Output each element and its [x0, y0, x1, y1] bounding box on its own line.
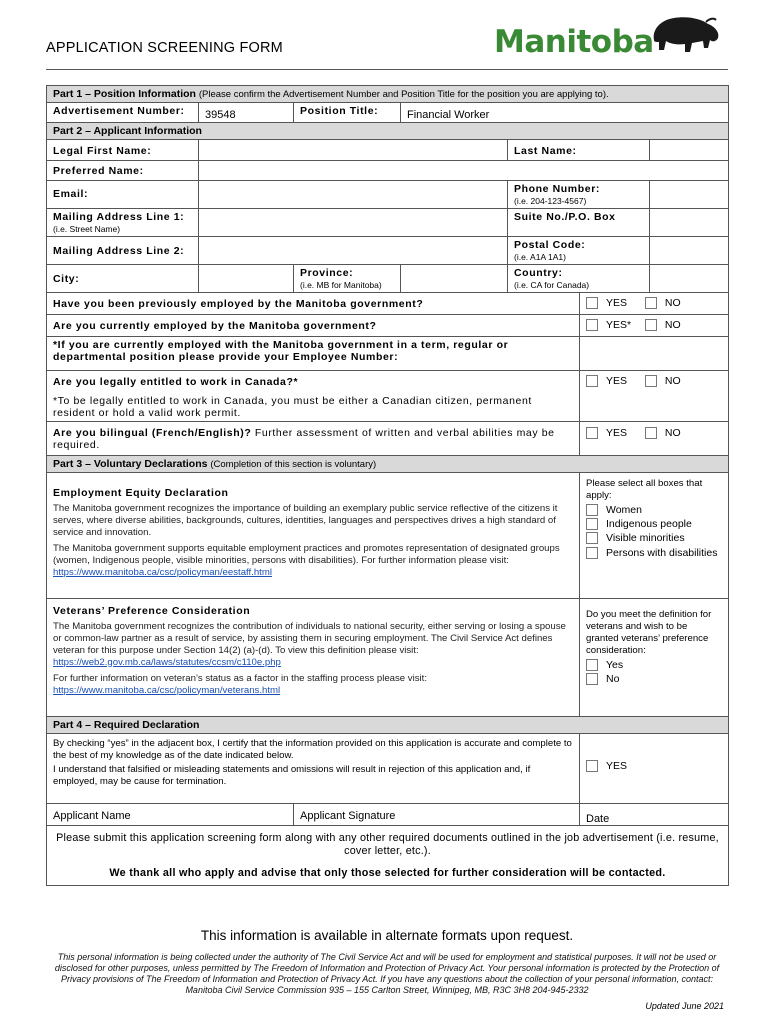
mailing1-hint: (i.e. Street Name)	[53, 224, 121, 234]
form-title: APPLICATION SCREENING FORM	[46, 40, 283, 56]
province-hint: (i.e. MB for Manitoba)	[300, 280, 382, 290]
curr-employed-no-label: NO	[664, 319, 681, 331]
part1-note: (Please confirm the Advertisement Number and Position Title for the position you are applying to).	[198, 89, 609, 100]
vet-paragraph-2: For further information on veteran’s status as a factor in the staffing process please visit:	[53, 672, 427, 684]
curr-employed-yes-checkbox[interactable]	[586, 319, 598, 331]
submit-note: Please submit this application screening form along with any other required documents outlined in the job advertisement (i.e. resume, cover letter, etc.).	[56, 831, 719, 857]
city-field[interactable]	[199, 265, 294, 293]
updated-date: Updated June 2021	[645, 1001, 724, 1011]
mailing2-field[interactable]	[199, 237, 508, 265]
curr-employed-yes-label: YES*	[606, 319, 632, 331]
preferred-name-label: Preferred Name:	[47, 161, 199, 181]
ee-title: Employment Equity Declaration	[53, 486, 229, 499]
declaration-paragraph-2: I understand that falsified or misleading statements and omissions will result in rejection of this application and, if employed, may be cause for termination.	[53, 763, 531, 787]
legally-entitled-no-label: NO	[664, 375, 681, 387]
country-hint: (i.e. CA for Canada)	[514, 280, 590, 290]
employee-number-field[interactable]	[580, 337, 729, 371]
declaration-paragraph-1: By checking “yes” in the adjacent box, I certify that the information provided on this application is accurate and complete to the best of my knowledge as of the date indicated below.	[53, 737, 572, 761]
phone-label: Phone Number:	[514, 183, 600, 195]
mailing1-label: Mailing Address Line 1:	[53, 211, 185, 223]
ee-disabilities-label: Persons with disabilities	[606, 547, 718, 560]
submit-section	[47, 825, 729, 885]
declaration-option-cell	[580, 733, 729, 803]
last-name-label: Last Name:	[508, 140, 650, 161]
thanks-note: We thank all who apply and advise that only those selected for further consideration will be contacted.	[109, 866, 666, 879]
vet-yes-checkbox[interactable]	[586, 659, 598, 671]
mailing1-label-cell	[47, 209, 199, 237]
title-rule	[46, 69, 728, 70]
manitoba-logo	[494, 14, 724, 60]
last-name-field[interactable]	[650, 140, 729, 161]
ee-indigenous-checkbox[interactable]	[586, 518, 598, 530]
position-title-field[interactable]	[401, 103, 729, 123]
bilingual-question	[47, 421, 580, 455]
privacy-statement: This personal information is being collected under the authority of The Civil Service Act and will be used for employment and statistical purposes. It will not be used or disclosed for other purposes, unless permitted by The Freedom of Information and Protection of Privacy Act. Your personal information is protected by the Protection of Privacy provisions of The Freedom of Information and Protection of Privacy Act. If you have any questions about the collection of your personal information, contact: Manitoba Civil Service Commission 935 – 155 Carlton Street, Winnipeg, MB, R3C 3H8 204-945-2332	[54, 952, 720, 995]
vet-option-no[interactable]	[586, 673, 722, 685]
applicant-name-field[interactable]	[47, 803, 294, 825]
ee-visible-minorities-label: Visible minorities	[606, 531, 685, 544]
ee-paragraph-1: The Manitoba government recognizes the importance of building an exemplary public service reflective of the citizens it serves, where diverse abilities, backgrounds, cultures, identities, languages and perspectives drives a high standard of service and innovation.	[53, 502, 558, 538]
vet-link-2[interactable]: https://www.manitoba.ca/csc/policyman/veterans.html	[53, 684, 281, 696]
ee-option-women[interactable]	[586, 504, 722, 516]
prev-employed-yes-label: YES	[606, 297, 628, 309]
ad-number-field[interactable]	[199, 103, 294, 123]
bilingual-options	[580, 421, 729, 455]
ee-visible-minorities-checkbox[interactable]	[586, 532, 598, 544]
part3-header	[47, 455, 729, 472]
city-label: City:	[47, 265, 199, 293]
country-field[interactable]	[650, 265, 729, 293]
postal-hint: (i.e. A1A 1A1)	[514, 252, 566, 262]
postal-field[interactable]	[650, 237, 729, 265]
prev-employed-no-label: NO	[664, 297, 681, 309]
mailing1-field[interactable]	[199, 209, 508, 237]
phone-hint: (i.e. 204-123-4567)	[514, 196, 587, 206]
vet-options-cell	[580, 598, 729, 716]
prev-employed-no-checkbox[interactable]	[645, 297, 657, 309]
ee-disabilities-checkbox[interactable]	[586, 547, 598, 559]
ee-options-cell	[580, 472, 729, 598]
bilingual-no-checkbox[interactable]	[645, 427, 657, 439]
vet-paragraph-1	[53, 621, 573, 669]
part2-header: Part 2 – Applicant Information	[47, 123, 729, 140]
email-field[interactable]	[199, 181, 508, 209]
employee-number-note: *If you are currently employed with the Manitoba government in a term, regular or departmental position please provide your Employee Number:	[47, 337, 580, 371]
mailing2-label: Mailing Address Line 2:	[47, 237, 199, 265]
part1-heading: Part 1 – Position Information	[53, 88, 196, 100]
prev-employed-question: Have you been previously employed by the Manitoba government?	[47, 293, 580, 315]
ee-women-checkbox[interactable]	[586, 504, 598, 516]
vet-yes-label: Yes	[606, 658, 624, 671]
vet-no-label: No	[606, 672, 620, 685]
phone-label-cell	[508, 181, 650, 209]
employment-equity-section	[47, 472, 580, 598]
declaration-yes-checkbox[interactable]	[586, 760, 598, 772]
screening-form-table	[46, 85, 729, 886]
ee-indigenous-label: Indigenous people	[606, 517, 692, 530]
province-label-cell	[294, 265, 401, 293]
curr-employed-no-checkbox[interactable]	[645, 319, 657, 331]
phone-field[interactable]	[650, 181, 729, 209]
legally-entitled-yes-checkbox[interactable]	[586, 375, 598, 387]
alternate-formats-note: This information is available in alternate formats upon request.	[200, 928, 574, 943]
legal-note: *To be legally entitled to work in Canada, you must be either a Canadian citizen, permanent resident or hold a valid work permit.	[47, 393, 580, 422]
bilingual-question-rest: Further assessment of written and verbal abilities may be required.	[53, 426, 555, 451]
vet-paragraph-1-text: The Manitoba government recognizes the contribution of individuals to national security, either serving or losing a spouse or common-law partner as a result of service, by assisting them in securing employment. The Civil Service Act defines veteran for this purpose under Section 14(2) (a)-(d). To view this definition please visit:	[53, 620, 566, 656]
part1-header	[47, 86, 729, 103]
country-label: Country:	[514, 267, 563, 279]
legally-entitled-question: Are you legally entitled to work in Canada?*	[47, 371, 580, 393]
postal-label-cell	[508, 237, 650, 265]
legally-entitled-options	[580, 371, 729, 422]
suite-label: Suite No./P.O. Box	[508, 209, 650, 237]
prev-employed-yes-checkbox[interactable]	[586, 297, 598, 309]
legal-first-name-field[interactable]	[199, 140, 508, 161]
applicant-signature-field[interactable]	[294, 803, 580, 825]
vet-link-1[interactable]: https://web2.gov.mb.ca/laws/statutes/ccsm/c110e.php	[53, 656, 281, 668]
ad-number-value: 39548	[205, 109, 236, 121]
vet-question: Do you meet the definition for veterans and wish to be granted veterans’ preference consideration:	[586, 608, 712, 656]
country-label-cell	[508, 265, 650, 293]
date-field[interactable]	[580, 803, 729, 825]
bilingual-no-label: NO	[664, 426, 681, 439]
prev-employed-options	[580, 293, 729, 315]
preferred-name-field[interactable]	[199, 161, 729, 181]
bilingual-yes-label: YES	[606, 426, 628, 439]
vet-no-checkbox[interactable]	[586, 673, 598, 685]
part4-header: Part 4 – Required Declaration	[47, 716, 729, 733]
legally-entitled-yes-label: YES	[606, 375, 628, 387]
ee-paragraph-2	[53, 543, 573, 579]
ee-women-label: Women	[606, 503, 642, 516]
veterans-section	[47, 598, 580, 716]
province-field[interactable]	[401, 265, 508, 293]
ee-select-note: Please select all boxes that apply:	[586, 477, 703, 501]
ee-option-indigenous[interactable]	[586, 518, 722, 530]
ee-option-visible-minorities[interactable]	[586, 532, 722, 544]
legal-first-name-label: Legal First Name:	[47, 140, 199, 161]
ee-option-disabilities[interactable]	[586, 546, 722, 561]
vet-title: Veterans’ Preference Consideration	[53, 604, 251, 617]
applicant-name-label: Applicant Name	[53, 809, 131, 822]
curr-employed-options	[580, 315, 729, 337]
part3-note: (Completion of this section is voluntary)	[210, 458, 377, 470]
position-title-label: Position Title:	[294, 103, 401, 123]
bison-icon	[648, 14, 724, 60]
declaration-yes-label: YES	[606, 759, 628, 772]
ee-paragraph-2-text: The Manitoba government supports equitable employment practices and promotes representation of designated groups (women, Indigenous people, visible minorities, persons with disabilities). For further information please visit:	[53, 542, 560, 566]
part3-heading: Part 3 – Voluntary Declarations	[53, 457, 208, 470]
bilingual-yes-checkbox[interactable]	[586, 427, 598, 439]
bilingual-question-bold: Are you bilingual (French/English)?	[53, 426, 252, 439]
ad-number-label: Advertisement Number:	[47, 103, 199, 123]
logo-wordmark: Manitoba	[494, 24, 654, 60]
applicant-signature-label: Applicant Signature	[300, 809, 396, 822]
curr-employed-question: Are you currently employed by the Manitoba government?	[47, 315, 580, 337]
legally-entitled-no-checkbox[interactable]	[645, 375, 657, 387]
position-title-value: Financial Worker	[407, 109, 490, 121]
ee-link[interactable]: https://www.manitoba.ca/csc/policyman/eestaff.html	[53, 566, 272, 578]
postal-label: Postal Code:	[514, 239, 586, 251]
suite-field[interactable]	[650, 209, 729, 237]
declaration-text	[47, 733, 580, 803]
vet-link-2-row	[53, 685, 573, 697]
date-label: Date	[586, 812, 610, 825]
vet-option-yes[interactable]	[586, 659, 722, 671]
province-label: Province:	[300, 267, 354, 279]
email-label: Email:	[47, 181, 199, 209]
